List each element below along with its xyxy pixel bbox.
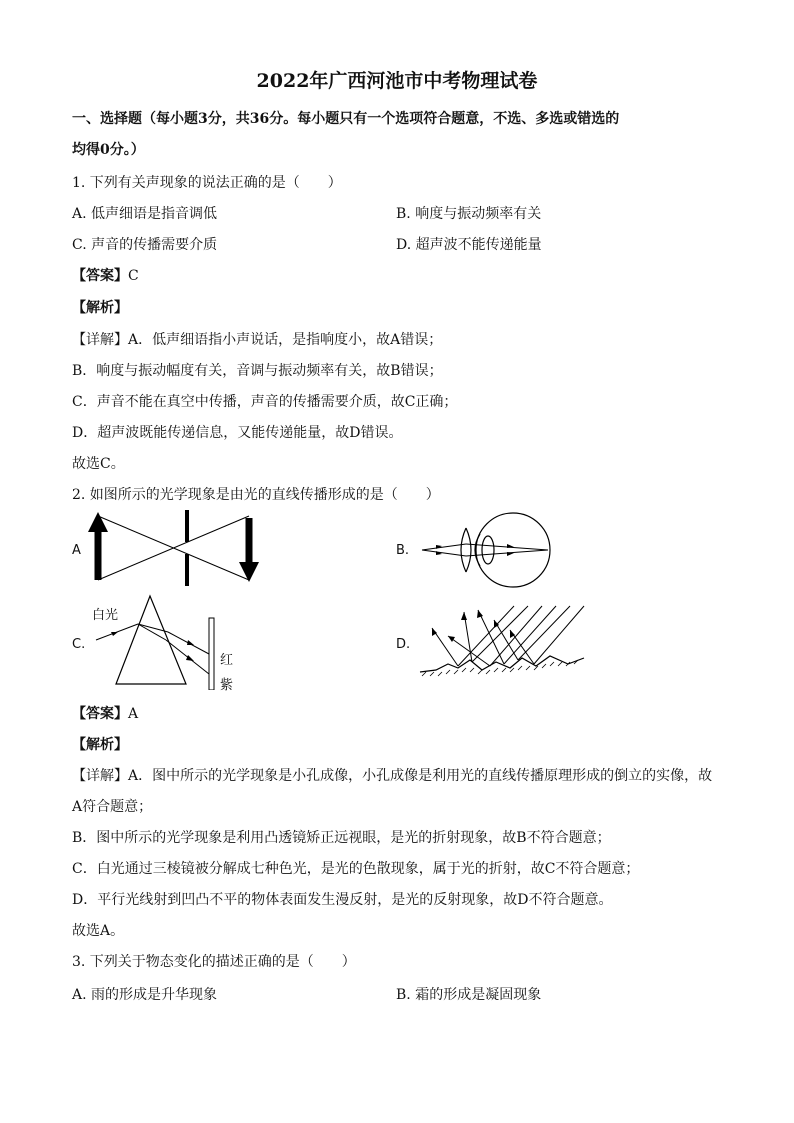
- q1-option-c: C. 声音的传播需要介质: [72, 237, 218, 253]
- eyeball: [476, 513, 550, 587]
- q1-option-a: A. 低声细语是指音调低: [72, 206, 218, 222]
- q2-figure-c-red-label: 红: [220, 653, 234, 668]
- q1-option-d: D. 超声波不能传递能量: [396, 237, 542, 253]
- q3-option-a: A. 雨的形成是升华现象: [72, 987, 218, 1003]
- q1-detail-4: D．超声波既能传递信息，又能传递能量，故D错误。: [72, 425, 403, 441]
- q2-conclusion: 故选A。: [72, 923, 125, 939]
- q2-answer-value: A: [128, 706, 139, 722]
- q3-option-b: B. 霜的形成是凝固现象: [396, 987, 542, 1003]
- page-title: 2022年广西河池市中考物理试卷: [256, 70, 538, 92]
- q1-detail-3: C．声音不能在真空中传播，声音的传播需要介质，故C正确；: [72, 394, 458, 410]
- q2-analysis-label: 【解析】: [72, 737, 128, 753]
- q2-figure-a-pinhole: [88, 510, 268, 586]
- q2-answer-row: [72, 703, 138, 723]
- q1-detail-2: B．响度与振动幅度有关，音调与振动频率有关，故B错误；: [72, 363, 443, 379]
- surface-hatching: [422, 660, 578, 676]
- q2-figure-c-purple-label: 紫: [220, 678, 234, 693]
- q1-detail-1: 【详解】A．低声细语指小声说话，是指响度小，故A错误；: [72, 332, 443, 348]
- rough-surface: [420, 656, 584, 672]
- q1-answer-value: C: [128, 268, 139, 284]
- image-arrow-head: [239, 562, 259, 582]
- q2-figure-c-white-light-label: 白光: [92, 608, 119, 623]
- q2-figure-d-diffuse-reflection: [418, 600, 588, 684]
- q2-stem: 2. 如图所示的光学现象是由光的直线传播形成的是（ ）: [72, 487, 440, 503]
- q2-detail-1a: 【详解】A．图中所示的光学现象是小孔成像，小孔成像是利用光的直线传播原理形成的倒立的实像，故: [72, 768, 713, 784]
- section-heading-line2: 均得0分。）: [72, 142, 145, 158]
- q2-answer-label: 【答案】: [72, 706, 128, 722]
- q2-figure-b-eye: [418, 510, 553, 590]
- q1-answer-label: 【答案】: [72, 268, 128, 284]
- object-arrow-head: [88, 512, 108, 532]
- light-screen: [209, 618, 214, 690]
- q2-figure-d-label: D.: [396, 637, 411, 652]
- q2-detail-2: B．图中所示的光学现象是利用凸透镜矫正远视眼，是光的折射现象，故B不符合题意；: [72, 830, 611, 846]
- q1-analysis-label: 【解析】: [72, 300, 128, 316]
- section-heading-line1: 一、选择题（每小题3分，共36分。每小题只有一个选项符合题意，不选、多选或错选的: [72, 111, 620, 127]
- q1-answer-row: [72, 265, 139, 285]
- q2-figure-b-label: B.: [396, 543, 410, 558]
- q1-stem: 1. 下列有关声现象的说法正确的是（ ）: [72, 175, 342, 191]
- corrective-lens-right: [466, 528, 471, 572]
- q1-option-b: B. 响度与振动频率有关: [396, 206, 542, 222]
- q2-detail-4: D．平行光线射到凹凸不平的物体表面发生漫反射，是光的反射现象，故D不符合题意。: [72, 892, 613, 908]
- q1-conclusion: 故选C。: [72, 456, 125, 472]
- q2-figure-a-label: A: [72, 543, 81, 558]
- corrective-lens-left: [461, 528, 466, 572]
- q2-figure-c-prism: [88, 594, 223, 690]
- q2-detail-1b: A符合题意；: [72, 799, 153, 815]
- eye-lens: [482, 536, 494, 564]
- prism-triangle: [116, 596, 186, 684]
- q2-figure-c-label: C.: [72, 637, 86, 652]
- q3-stem: 3. 下列关于物态变化的描述正确的是（ ）: [72, 954, 356, 970]
- q2-detail-3: C．白光通过三棱镜被分解成七种色光，是光的色散现象，属于光的折射，故C不符合题意；: [72, 861, 640, 877]
